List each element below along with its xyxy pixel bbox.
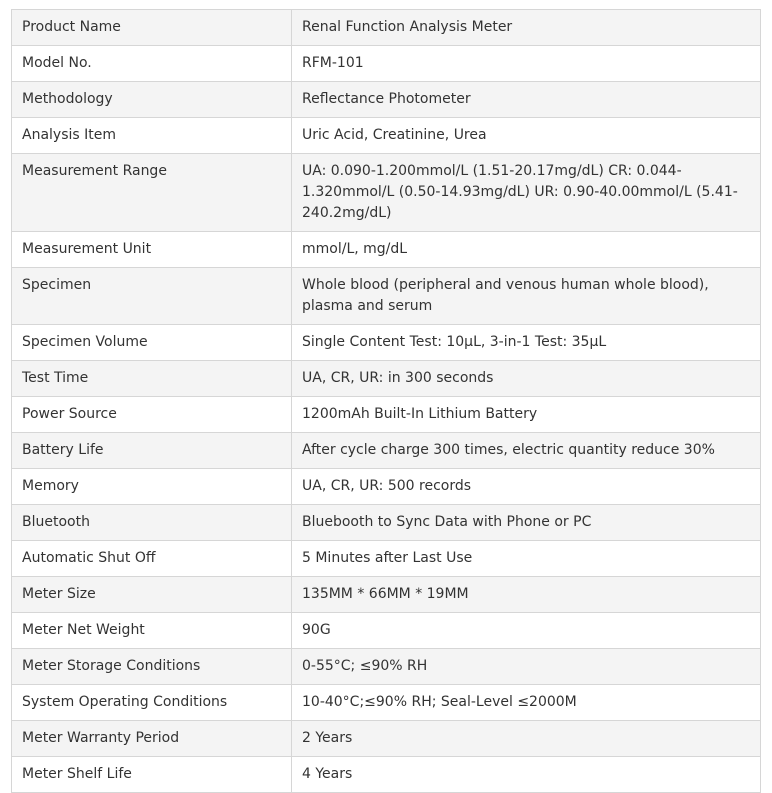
spec-label: Model No. <box>12 46 292 82</box>
table-row <box>12 685 761 721</box>
spec-value: UA, CR, UR: in 300 seconds <box>292 361 761 397</box>
spec-value: 135MM * 66MM * 19MM <box>292 577 761 613</box>
table-row <box>12 397 761 433</box>
spec-value: 1200mAh Built-In Lithium Battery <box>292 397 761 433</box>
spec-label: Methodology <box>12 82 292 118</box>
spec-value: 5 Minutes after Last Use <box>292 541 761 577</box>
spec-label: System Operating Conditions <box>12 685 292 721</box>
spec-value: Reflectance Photometer <box>292 82 761 118</box>
spec-label: Specimen <box>12 268 292 325</box>
table-row <box>12 721 761 757</box>
table-row <box>12 757 761 793</box>
spec-label: Meter Storage Conditions <box>12 649 292 685</box>
table-row <box>12 232 761 268</box>
spec-value: Single Content Test: 10μL, 3-in-1 Test: 35μL <box>292 325 761 361</box>
spec-value: Uric Acid, Creatinine, Urea <box>292 118 761 154</box>
spec-value: Renal Function Analysis Meter <box>292 10 761 46</box>
spec-label: Bluetooth <box>12 505 292 541</box>
spec-label: Meter Size <box>12 577 292 613</box>
table-row <box>12 505 761 541</box>
spec-label: Product Name <box>12 10 292 46</box>
spec-value: 10-40°C;≤90% RH; Seal-Level ≤2000M <box>292 685 761 721</box>
spec-value: After cycle charge 300 times, electric quantity reduce 30% <box>292 433 761 469</box>
table-row <box>12 268 761 325</box>
spec-value: RFM-101 <box>292 46 761 82</box>
table-row <box>12 82 761 118</box>
spec-label: Memory <box>12 469 292 505</box>
spec-label: Meter Warranty Period <box>12 721 292 757</box>
spec-value: mmol/L, mg/dL <box>292 232 761 268</box>
table-row <box>12 433 761 469</box>
spec-label: Meter Net Weight <box>12 613 292 649</box>
spec-value: Whole blood (peripheral and venous human whole blood), plasma and serum <box>292 268 761 325</box>
table-row <box>12 46 761 82</box>
spec-label: Battery Life <box>12 433 292 469</box>
spec-value: 0-55°C; ≤90% RH <box>292 649 761 685</box>
spec-label: Meter Shelf Life <box>12 757 292 793</box>
spec-label: Measurement Unit <box>12 232 292 268</box>
table-row <box>12 118 761 154</box>
spec-value: 2 Years <box>292 721 761 757</box>
spec-label: Specimen Volume <box>12 325 292 361</box>
table-row <box>12 10 761 46</box>
spec-label: Test Time <box>12 361 292 397</box>
spec-value: UA, CR, UR: 500 records <box>292 469 761 505</box>
spec-table <box>11 9 761 793</box>
table-row <box>12 469 761 505</box>
spec-value: UA: 0.090-1.200mmol/L (1.51-20.17mg/dL) CR: 0.044-1.320mmol/L (0.50-14.93mg/dL) UR: 0.90-40.00mmol/L (5.41-240.2mg/dL) <box>292 154 761 232</box>
spec-label: Analysis Item <box>12 118 292 154</box>
table-row <box>12 613 761 649</box>
spec-table-body <box>12 10 761 793</box>
spec-value: Bluebooth to Sync Data with Phone or PC <box>292 505 761 541</box>
spec-value: 90G <box>292 613 761 649</box>
spec-value: 4 Years <box>292 757 761 793</box>
table-row <box>12 649 761 685</box>
table-row <box>12 154 761 232</box>
table-row <box>12 541 761 577</box>
spec-label: Measurement Range <box>12 154 292 232</box>
spec-label: Automatic Shut Off <box>12 541 292 577</box>
spec-label: Power Source <box>12 397 292 433</box>
table-row <box>12 325 761 361</box>
table-row <box>12 577 761 613</box>
table-row <box>12 361 761 397</box>
